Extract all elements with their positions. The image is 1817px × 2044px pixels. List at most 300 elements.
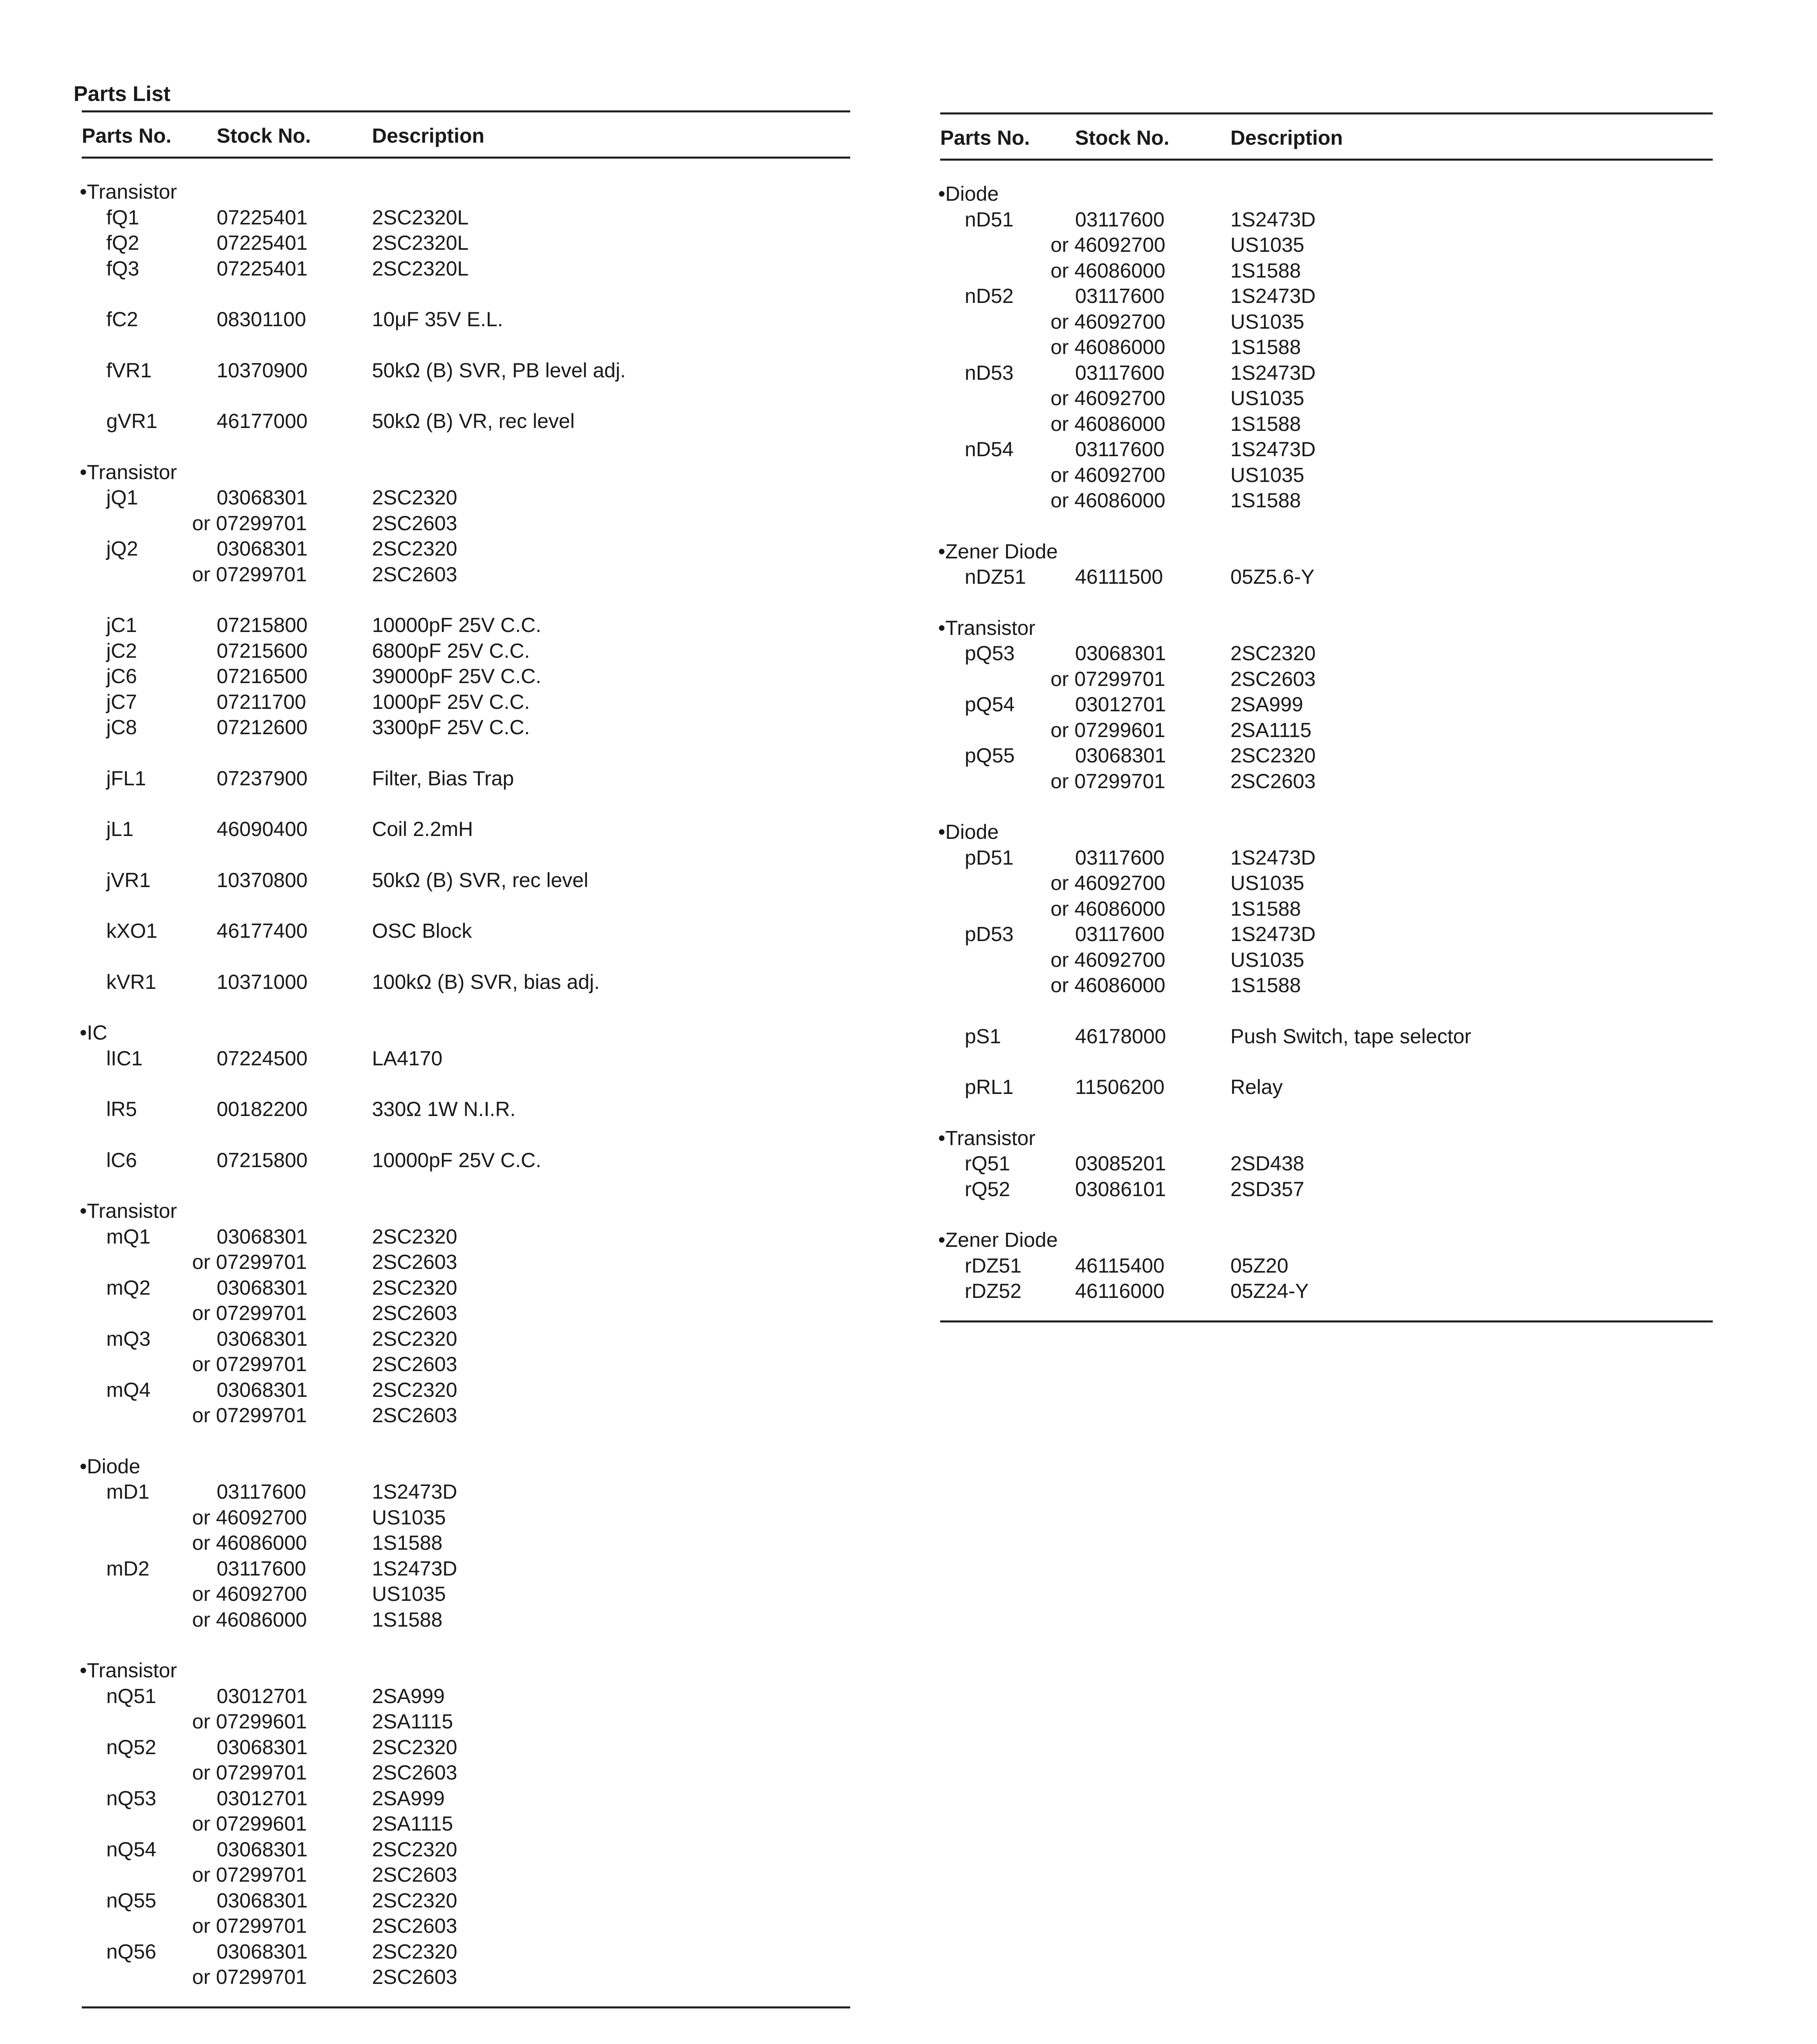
stock-no-cell: 07225401 <box>217 257 308 280</box>
row-spacer <box>82 1071 850 1096</box>
parts-no-cell: mQ3 <box>106 1327 151 1350</box>
row-spacer <box>82 587 850 612</box>
parts-no-cell: nDZ51 <box>965 565 1026 588</box>
description-cell: 2SA999 <box>1230 693 1303 716</box>
description-cell: 2SC2320 <box>372 1838 457 1861</box>
parts-no-cell: rDZ52 <box>965 1280 1022 1302</box>
description-cell: 2SC2320 <box>372 1225 457 1248</box>
table-row <box>82 1939 850 1965</box>
stock-no-cell: 10370900 <box>217 359 308 382</box>
group-spacer <box>82 1428 850 1454</box>
table-row <box>940 207 1713 233</box>
table-row <box>82 969 850 995</box>
stock-no-cell: 03068301 <box>1075 642 1166 665</box>
table-row <box>82 1913 850 1939</box>
description-cell: 1S2473D <box>1230 438 1316 461</box>
description-cell: 2SC2320 <box>372 1327 457 1350</box>
parts-no-cell: jC2 <box>106 639 137 662</box>
stock-no-cell: 46090400 <box>217 818 308 840</box>
stock-no-cell: 03068301 <box>217 1276 308 1299</box>
parts-no-cell: pQ53 <box>965 642 1015 665</box>
table-row <box>82 1148 850 1173</box>
stock-no-cell: or 07299701 <box>192 1966 307 1988</box>
description-cell: 2SC2320 <box>372 1735 457 1759</box>
parts-no-cell: fC2 <box>106 308 138 331</box>
stock-no-cell: or 46092700 <box>1051 463 1165 486</box>
parts-no-cell: lC6 <box>106 1148 137 1172</box>
parts-no-cell: mQ2 <box>106 1276 151 1299</box>
description-cell: US1035 <box>1230 387 1304 410</box>
header-parts-no: Parts No. <box>82 124 172 147</box>
stock-no-cell: 46116000 <box>1075 1280 1165 1302</box>
stock-no-cell: or 46086000 <box>1051 336 1165 359</box>
stock-no-cell: 03117600 <box>217 1480 306 1503</box>
description-cell: US1035 <box>1230 310 1304 333</box>
stock-no-cell: or 46086000 <box>1051 259 1165 282</box>
parts-no-cell: fQ1 <box>106 206 139 229</box>
table-row <box>940 334 1713 360</box>
row-spacer <box>940 1049 1713 1074</box>
table-row <box>82 358 850 383</box>
stock-no-cell: or 07299701 <box>192 1761 307 1784</box>
description-cell: 1S2473D <box>1230 285 1316 307</box>
stock-no-cell: or 07299701 <box>192 1914 307 1937</box>
table-row <box>82 408 850 434</box>
description-cell: 2SC2603 <box>372 1761 457 1784</box>
description-cell: 2SC2603 <box>1230 769 1316 793</box>
table-row <box>82 918 850 944</box>
table-row <box>82 1046 850 1071</box>
table-row <box>82 307 850 332</box>
parts-no-cell: jQ2 <box>106 537 138 560</box>
description-cell: 1S1588 <box>1230 259 1301 282</box>
parts-no-cell: pQ55 <box>965 744 1015 767</box>
description-cell: US1035 <box>1230 463 1304 486</box>
table-header <box>940 114 1713 159</box>
description-cell: 10μF 35V E.L. <box>372 308 503 331</box>
description-cell: 1S1588 <box>1230 336 1301 359</box>
group-spacer <box>82 434 850 459</box>
description-cell: 2SC2603 <box>372 563 457 586</box>
stock-no-cell: or 07299601 <box>1051 718 1165 742</box>
stock-no-cell: 10371000 <box>217 970 308 993</box>
stock-no-cell: 07225401 <box>217 231 308 254</box>
stock-no-cell: or 07299701 <box>1051 667 1165 690</box>
table-row <box>82 1581 850 1607</box>
table-row <box>82 1964 850 1990</box>
parts-no-cell: nD52 <box>965 285 1014 307</box>
group-label: •Diode <box>938 820 999 843</box>
parts-no-cell: jFL1 <box>106 766 146 790</box>
parts-no-cell: lR5 <box>106 1098 137 1121</box>
stock-no-cell: 03068301 <box>217 1940 308 1963</box>
table-row <box>940 973 1713 998</box>
stock-no-cell: 03012701 <box>1075 693 1166 716</box>
table-row <box>940 411 1713 437</box>
stock-no-cell: 07215600 <box>217 639 308 662</box>
table-row <box>940 947 1713 973</box>
stock-no-cell: or 07299601 <box>192 1710 307 1733</box>
description-cell: 2SC2320 <box>372 1276 457 1299</box>
stock-no-cell: or 46086000 <box>1051 974 1165 997</box>
parts-no-cell: fQ2 <box>106 231 139 254</box>
description-cell: 2SC2320 <box>372 1940 457 1963</box>
stock-no-cell: 46178000 <box>1075 1024 1166 1048</box>
group-spacer <box>940 1100 1713 1125</box>
parts-no-cell: jC7 <box>106 690 137 713</box>
parts-no-cell: pS1 <box>965 1024 1001 1048</box>
description-cell: 50kΩ (B) SVR, rec level <box>372 868 589 892</box>
description-cell: Filter, Bias Trap <box>372 766 514 790</box>
header-description: Description <box>1230 126 1343 149</box>
stock-no-cell: or 07299701 <box>192 563 307 586</box>
table-row <box>82 511 850 536</box>
description-cell: 10000pF 25V C.C. <box>372 1148 542 1172</box>
parts-no-cell: nD54 <box>965 438 1014 461</box>
table-row <box>82 612 850 638</box>
description-cell: 330Ω 1W N.I.R. <box>372 1098 516 1121</box>
description-cell: 2SC2320 <box>372 1378 457 1401</box>
table-row <box>940 1177 1713 1202</box>
stock-no-cell: or 46086000 <box>1051 897 1165 920</box>
stock-no-cell: 03117600 <box>1075 923 1165 946</box>
group-label: •Zener Diode <box>938 1228 1058 1251</box>
table-row <box>82 562 850 587</box>
stock-no-cell: 07224500 <box>217 1047 308 1070</box>
row-spacer <box>82 842 850 867</box>
stock-no-cell: 03068301 <box>1075 744 1166 767</box>
table-row <box>82 1224 850 1250</box>
parts-no-cell: jC6 <box>106 665 137 688</box>
description-cell: US1035 <box>1230 233 1304 256</box>
description-cell: 1S1588 <box>372 1608 443 1631</box>
stock-no-cell: 03068301 <box>217 1735 308 1759</box>
parts-no-cell: mD2 <box>106 1557 150 1580</box>
description-cell: 2SC2320 <box>1230 744 1316 767</box>
table-row <box>82 1811 850 1837</box>
parts-no-cell: jL1 <box>106 818 134 840</box>
table-row <box>82 205 850 231</box>
description-cell: 2SC2603 <box>372 1966 457 1988</box>
divider <box>82 2006 850 2008</box>
description-cell: 50kΩ (B) VR, rec level <box>372 410 575 433</box>
parts-no-cell: nQ56 <box>106 1940 157 1963</box>
row-spacer <box>82 1122 850 1148</box>
parts-table-right <box>940 112 1713 1322</box>
stock-no-cell: 08301100 <box>217 308 306 331</box>
table-row <box>82 1249 850 1275</box>
table-body <box>940 161 1713 1320</box>
stock-no-cell: 46177400 <box>217 919 308 942</box>
description-cell: 3300pF 25V C.C. <box>372 716 530 739</box>
parts-no-cell: rQ51 <box>965 1152 1010 1175</box>
stock-no-cell: 03068301 <box>217 537 308 560</box>
description-cell: 2SD357 <box>1230 1177 1304 1201</box>
group-label: •Transistor <box>80 1659 177 1682</box>
stock-no-cell: or 46092700 <box>1051 948 1165 971</box>
description-cell: 2SC2603 <box>372 1863 457 1886</box>
row-spacer <box>82 332 850 358</box>
description-cell: 2SC2603 <box>372 1404 457 1427</box>
stock-no-cell: 07215800 <box>217 614 308 637</box>
group-spacer <box>82 1173 850 1198</box>
stock-no-cell: 03117600 <box>1075 438 1165 461</box>
parts-no-cell: lIC1 <box>106 1047 143 1070</box>
stock-no-cell: or 07299701 <box>1051 769 1165 793</box>
stock-no-cell: 03117600 <box>217 1557 306 1580</box>
stock-no-cell: 07225401 <box>217 206 308 229</box>
description-cell: 2SC2603 <box>372 1353 457 1376</box>
description-cell: 2SC2320L <box>372 257 469 280</box>
table-row <box>940 1278 1713 1304</box>
stock-no-cell: or 07299701 <box>192 1353 307 1376</box>
group-spacer <box>82 995 850 1020</box>
parts-no-cell: jQ1 <box>106 486 138 509</box>
table-row <box>82 766 850 791</box>
table-row <box>82 1735 850 1760</box>
stock-no-cell: 07212600 <box>217 716 308 739</box>
description-cell: 50kΩ (B) SVR, PB level adj. <box>372 359 626 382</box>
description-cell: LA4170 <box>372 1047 443 1070</box>
stock-no-cell: or 46086000 <box>1051 412 1165 435</box>
description-cell: 2SC2320L <box>372 231 469 254</box>
group-label: •Transistor <box>80 460 177 484</box>
table-row <box>940 692 1713 717</box>
description-cell: 2SA1115 <box>1230 718 1312 742</box>
description-cell: Push Switch, tape selector <box>1230 1024 1472 1048</box>
table-row <box>82 663 850 689</box>
table-row <box>82 485 850 511</box>
group-label: •Diode <box>80 1455 141 1478</box>
row-spacer <box>82 893 850 918</box>
description-cell: 1S1588 <box>372 1531 443 1554</box>
description-cell: 39000pF 25V C.C. <box>372 665 542 688</box>
group-label: •Transistor <box>938 616 1035 639</box>
table-row <box>82 1479 850 1505</box>
page-title: Parts List <box>74 82 170 106</box>
description-cell: 2SA1115 <box>372 1812 453 1835</box>
table-row <box>82 1403 850 1428</box>
description-cell: 2SC2320 <box>1230 642 1316 665</box>
table-row <box>940 1074 1713 1100</box>
stock-no-cell: 03086101 <box>1075 1177 1166 1201</box>
parts-no-cell: fQ3 <box>106 257 139 280</box>
header-stock-no: Stock No. <box>1075 126 1170 149</box>
group-label: •Zener Diode <box>938 540 1058 563</box>
stock-no-cell: or 07299701 <box>192 1251 307 1273</box>
row-spacer <box>82 944 850 969</box>
table-row <box>82 1862 850 1888</box>
table-row <box>940 921 1713 947</box>
stock-no-cell: or 46086000 <box>1051 489 1165 512</box>
description-cell: 1S2473D <box>1230 846 1316 869</box>
table-row <box>82 1300 850 1326</box>
description-cell: Coil 2.2mH <box>372 818 473 840</box>
group-label: •IC <box>80 1021 108 1044</box>
stock-no-cell: or 46092700 <box>192 1506 307 1529</box>
description-cell: 10000pF 25V C.C. <box>372 614 542 637</box>
stock-no-cell: 03068301 <box>217 1225 308 1248</box>
group-label: •Diode <box>938 182 999 205</box>
table-row <box>82 1786 850 1811</box>
stock-no-cell: 03068301 <box>217 1838 308 1861</box>
table-row <box>82 1505 850 1531</box>
stock-no-cell: 03117600 <box>1075 208 1165 231</box>
group-spacer <box>940 1202 1713 1227</box>
table-row <box>940 1253 1713 1279</box>
table-row <box>940 1151 1713 1177</box>
description-cell: 2SC2320 <box>372 1889 457 1912</box>
table-row <box>940 360 1713 386</box>
table-row <box>940 896 1713 922</box>
table-row <box>82 1683 850 1709</box>
stock-no-cell: 03068301 <box>217 1327 308 1350</box>
description-cell: 1S1588 <box>1230 412 1301 435</box>
table-header <box>82 112 850 157</box>
description-cell: 2SC2320L <box>372 206 469 229</box>
table-row <box>82 256 850 282</box>
stock-no-cell: or 07299701 <box>192 1404 307 1427</box>
stock-no-cell: 00182200 <box>217 1098 308 1121</box>
table-row <box>940 769 1713 794</box>
description-cell: 2SA999 <box>372 1786 445 1810</box>
description-cell: 1000pF 25V C.C. <box>372 690 530 713</box>
group-spacer <box>940 590 1713 615</box>
description-cell: US1035 <box>372 1582 446 1605</box>
stock-no-cell: or 46092700 <box>1051 872 1165 894</box>
table-row <box>82 230 850 256</box>
table-row <box>940 666 1713 692</box>
stock-no-cell: or 46086000 <box>192 1608 307 1631</box>
stock-no-cell: 46177000 <box>217 410 308 433</box>
parts-no-cell: nD51 <box>965 208 1014 231</box>
description-cell: 2SD438 <box>1230 1152 1304 1175</box>
row-spacer <box>82 281 850 307</box>
parts-no-cell: gVR1 <box>106 410 158 433</box>
parts-no-cell: mQ1 <box>106 1225 151 1248</box>
group-spacer <box>940 794 1713 819</box>
description-cell: 2SC2603 <box>372 511 457 535</box>
stock-no-cell: 07237900 <box>217 766 308 790</box>
table-row <box>82 689 850 715</box>
description-cell: 2SC2603 <box>372 1302 457 1325</box>
stock-no-cell: or 07299701 <box>192 1302 307 1325</box>
table-row <box>940 232 1713 258</box>
table-row <box>940 462 1713 488</box>
parts-no-cell: nD53 <box>965 361 1014 384</box>
table-row <box>82 1275 850 1301</box>
table-row <box>82 867 850 893</box>
table-row <box>940 258 1713 284</box>
parts-no-cell: kVR1 <box>106 970 157 993</box>
description-cell: 2SC2603 <box>372 1914 457 1937</box>
description-cell: 05Z20 <box>1230 1254 1288 1277</box>
table-row <box>82 1607 850 1633</box>
stock-no-cell: or 46092700 <box>192 1582 307 1605</box>
group-label: •Transistor <box>80 1199 177 1222</box>
stock-no-cell: or 46092700 <box>1051 233 1165 256</box>
table-row <box>82 816 850 842</box>
parts-no-cell: pD51 <box>965 846 1014 869</box>
stock-no-cell: 03117600 <box>1075 285 1165 307</box>
description-cell: US1035 <box>1230 872 1304 894</box>
table-row <box>82 1096 850 1122</box>
description-cell: OSC Block <box>372 919 472 942</box>
description-cell: 2SA1115 <box>372 1710 453 1733</box>
description-cell: 1S2473D <box>1230 208 1316 231</box>
description-cell: 05Z5.6-Y <box>1230 565 1315 588</box>
table-row <box>82 1326 850 1352</box>
description-cell: 2SC2603 <box>372 1251 457 1273</box>
header-parts-no: Parts No. <box>940 126 1030 149</box>
description-cell: 2SC2603 <box>1230 667 1316 690</box>
description-cell: 1S2473D <box>372 1480 457 1503</box>
description-cell: 1S2473D <box>372 1557 457 1580</box>
stock-no-cell: 46111500 <box>1075 565 1163 588</box>
parts-no-cell: rQ52 <box>965 1177 1010 1201</box>
row-spacer <box>940 998 1713 1024</box>
description-cell: 2SC2320 <box>372 537 457 560</box>
row-spacer <box>82 791 850 816</box>
table-row <box>82 1888 850 1914</box>
row-spacer <box>82 740 850 766</box>
table-row <box>940 717 1713 743</box>
table-row <box>82 1837 850 1862</box>
stock-no-cell: 03085201 <box>1075 1152 1166 1175</box>
table-row <box>940 870 1713 896</box>
parts-table-left <box>82 110 850 2008</box>
stock-no-cell: or 07299701 <box>192 1863 307 1886</box>
parts-no-cell: pRL1 <box>965 1076 1014 1098</box>
stock-no-cell: 10370800 <box>217 868 308 892</box>
table-row <box>82 1760 850 1786</box>
stock-no-cell: or 46092700 <box>1051 310 1165 333</box>
description-cell: 05Z24-Y <box>1230 1280 1309 1302</box>
parts-no-cell: kXO1 <box>106 919 158 942</box>
table-row <box>940 309 1713 335</box>
parts-no-cell: nQ55 <box>106 1889 157 1912</box>
parts-no-cell: pD53 <box>965 923 1014 946</box>
group-spacer <box>940 513 1713 539</box>
stock-no-cell: or 07299601 <box>192 1812 307 1835</box>
parts-no-cell: mD1 <box>106 1480 150 1503</box>
stock-no-cell: 03068301 <box>217 486 308 509</box>
table-row <box>82 715 850 740</box>
parts-no-cell: nQ51 <box>106 1684 157 1708</box>
table-row <box>940 1024 1713 1049</box>
stock-no-cell: 03068301 <box>217 1889 308 1912</box>
description-cell: 2SA999 <box>372 1684 445 1708</box>
table-row <box>82 1351 850 1377</box>
table-row <box>82 1709 850 1735</box>
table-row <box>940 743 1713 769</box>
parts-no-cell: pQ54 <box>965 693 1015 716</box>
stock-no-cell: 11506200 <box>1075 1076 1165 1098</box>
description-cell: 100kΩ (B) SVR, bias adj. <box>372 970 600 993</box>
stock-no-cell: 07211700 <box>217 690 306 713</box>
group-label: •Transistor <box>938 1126 1035 1150</box>
table-row <box>82 1556 850 1582</box>
description-cell: 1S2473D <box>1230 361 1316 384</box>
parts-no-cell: jC8 <box>106 716 137 739</box>
stock-no-cell: 07215800 <box>217 1148 308 1172</box>
table-row <box>940 845 1713 871</box>
stock-no-cell: 07216500 <box>217 665 308 688</box>
description-cell: Relay <box>1230 1076 1283 1098</box>
stock-no-cell: or 07299701 <box>192 511 307 535</box>
table-row <box>82 1377 850 1403</box>
divider <box>940 1320 1713 1322</box>
